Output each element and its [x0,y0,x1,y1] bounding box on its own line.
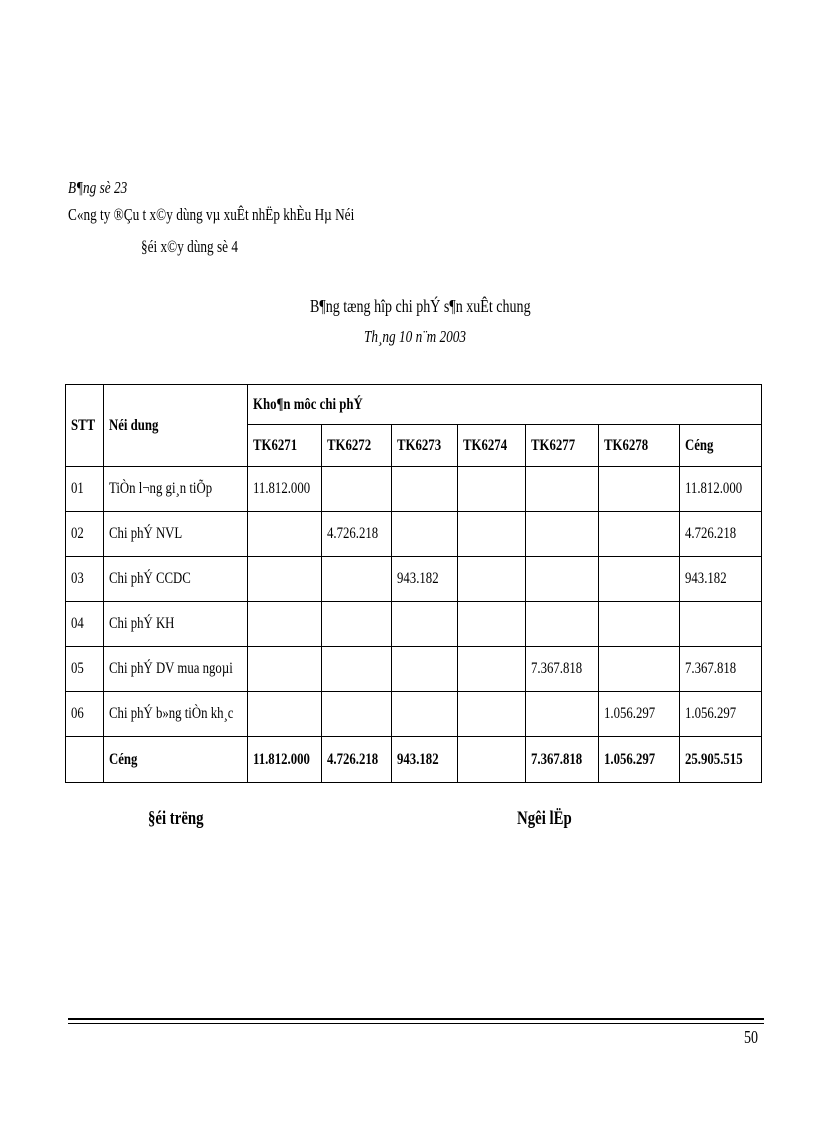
table-cell [392,647,458,692]
table-cell: 1.056.297 [680,692,762,737]
table-cell [458,692,526,737]
group-header: Kho¶n môc chi phÝ [248,385,762,425]
table-cell: 11.812.000 [248,737,322,783]
table-cell [322,557,392,602]
table-cell [248,647,322,692]
table-reference: B¶ng sè 23 [68,178,128,197]
column-header: TK6278 [599,425,680,467]
column-header: Céng [680,425,762,467]
table-row [66,467,762,512]
column-header: TK6274 [458,425,526,467]
table-cell: Céng [104,737,248,783]
stt-header: STT [66,385,104,467]
column-header: TK6273 [392,425,458,467]
table-cell: 03 [66,557,104,602]
table-cell [599,467,680,512]
report-subtitle: Th¸ng 10 n¨m 2003 [364,327,467,346]
column-header: TK6272 [322,425,392,467]
table-cell [322,602,392,647]
table-cell [392,692,458,737]
table-cell: Chi phÝ b»ng tiÒn kh¸c [104,692,248,737]
table-row [66,692,762,737]
table-cell: 943.182 [680,557,762,602]
page-number: 50 [744,1027,759,1047]
header-row-1 [66,385,762,425]
table-body [66,467,762,737]
table-cell: 01 [66,467,104,512]
table-cell: 7.367.818 [526,647,599,692]
table-cell: 4.726.218 [322,737,392,783]
table-cell: 11.812.000 [248,467,322,512]
table-cell [458,602,526,647]
table-cell [322,647,392,692]
team-name: §éi x©y dùng sè 4 [141,237,239,256]
table-cell [66,737,104,783]
table-cell [248,692,322,737]
table-cell: 1.056.297 [599,737,680,783]
table-cell [248,512,322,557]
table-cell: Chi phÝ NVL [104,512,248,557]
column-header: TK6277 [526,425,599,467]
table-cell [458,512,526,557]
table-cell: 25.905.515 [680,737,762,783]
table-cell: 02 [66,512,104,557]
table-cell: Chi phÝ DV mua ngoµi [104,647,248,692]
table-cell: 05 [66,647,104,692]
table-cell [599,557,680,602]
table-cell [680,602,762,647]
table-row [66,602,762,647]
table-cell: 11.812.000 [680,467,762,512]
table-cell [526,467,599,512]
table-row [66,647,762,692]
table-cell [526,602,599,647]
table-cell: TiÒn l¬ng gi¸n tiÕp [104,467,248,512]
table-cell [392,467,458,512]
company-name: C«ng ty ®Çu t x©y dùng vµ xuÊt nhËp khÈu Hµ Néi [68,205,355,224]
table-cell: Chi phÝ KH [104,602,248,647]
total-row [66,737,762,783]
table-cell [599,647,680,692]
table-cell [458,467,526,512]
table-cell [458,737,526,783]
column-header: TK6271 [248,425,322,467]
table-cell [392,512,458,557]
signature-preparer: Ngêi lËp [517,808,572,829]
footer-rule-thin [68,1023,764,1024]
table-row [66,512,762,557]
table-cell: 06 [66,692,104,737]
table-cell: 4.726.218 [322,512,392,557]
content-header: Néi dung [104,385,248,467]
table-cell: 943.182 [392,737,458,783]
table-cell [599,602,680,647]
table-cell [248,557,322,602]
table-cell [392,602,458,647]
table-cell [526,512,599,557]
signature-team-leader: §éi trëng [148,808,204,829]
table-cell: 7.367.818 [680,647,762,692]
table-cell: Chi phÝ CCDC [104,557,248,602]
report-title: B¶ng tæng hîp chi phÝ s¶n xuÊt chung [310,296,531,316]
table-row [66,557,762,602]
table-cell [526,692,599,737]
table-cell: 4.726.218 [680,512,762,557]
table-cell [248,602,322,647]
cost-summary-table [65,384,762,783]
table-cell: 943.182 [392,557,458,602]
table-cell [458,557,526,602]
table-cell: 1.056.297 [599,692,680,737]
table-cell: 04 [66,602,104,647]
table-cell [526,557,599,602]
table-cell: 7.367.818 [526,737,599,783]
table-cell [322,467,392,512]
table-cell [322,692,392,737]
table-cell [458,647,526,692]
table-cell [599,512,680,557]
footer-rule [68,1018,764,1020]
